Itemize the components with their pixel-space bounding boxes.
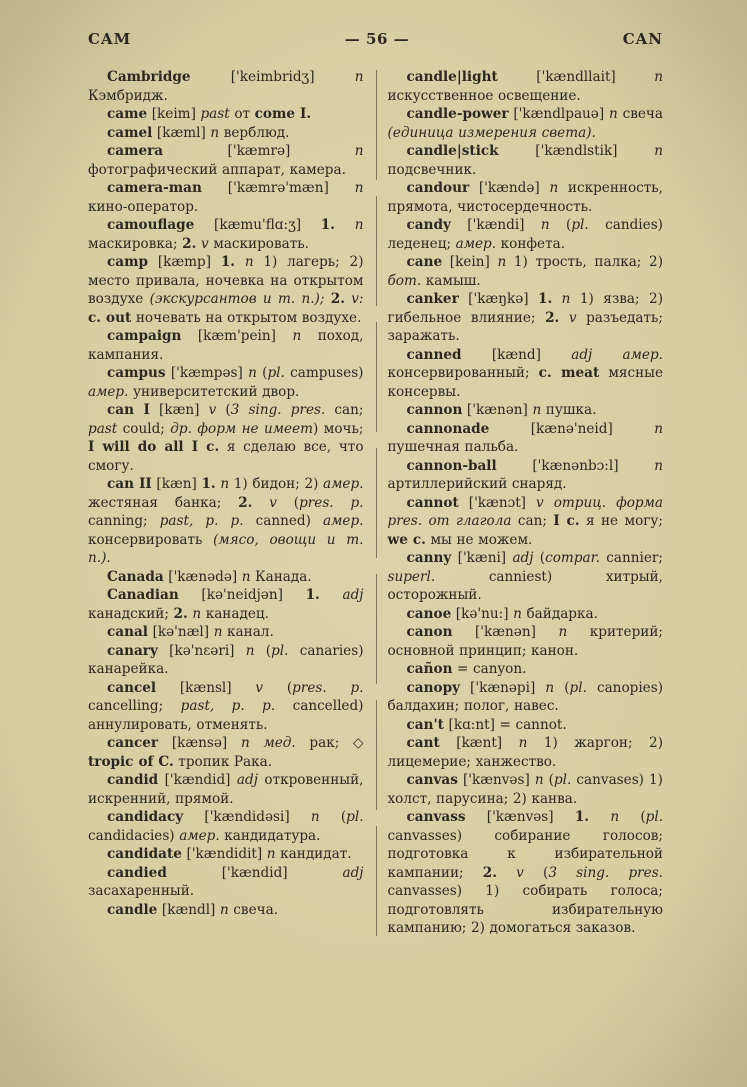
entry-candidacy: candidacy ['kændidəsi] n (pl. candidacies) амер. кандидатура. bbox=[88, 809, 364, 844]
entry-canopy: canopy ['kænəpi] n (pl. canopies) балдахин; полог, навес. bbox=[387, 679, 663, 714]
entry-cane: cane [kein] n 1) трость, палка; 2) бот. камыш. bbox=[387, 254, 663, 289]
entry-campus: campus ['kæmpəs] n (pl. campuses) амер. университетский двор. bbox=[88, 365, 364, 400]
entry-camp: camp [kæmp] 1. n 1) лагерь; 2) место привала, ночевка на открытом воздухе (экскурсантов и т. п.); 2. v: c. out ночевать на открытом воздухе. bbox=[88, 254, 364, 326]
entry-candied: candied ['kændid] adj засахаренный. bbox=[88, 864, 364, 899]
guide-word-left: CAM bbox=[88, 30, 132, 48]
entry-camera: camera ['kæmrə] n фотографический аппарат, камера. bbox=[88, 143, 364, 178]
entry-can-1: can I [kæn] v (3 sing. pres. can; past could; др. форм не имеет) мочь; I will do all I c. я сделаю все, что смогу. bbox=[88, 402, 364, 474]
entry-canned: canned [kænd] adj амер. консервированный; c. meat мясные консервы. bbox=[387, 346, 664, 400]
entry-cancel: cancel [kænsl] v (pres. p. cancelling; past, p. p. cancelled) аннулировать, отменять. bbox=[88, 679, 364, 733]
entry-canny: canny ['kæni] adj (compar. cannier; superl. canniest) хитрый, осторожный. bbox=[387, 550, 663, 603]
page-number: — 56 — bbox=[344, 30, 410, 48]
entry-canada: Canada ['kænədə] n Канада. bbox=[107, 568, 312, 585]
entry-cant: cant [kænt] n 1) жаргон; 2) лицемерие; ханжество. bbox=[387, 735, 663, 770]
diamond-icon: ◇ bbox=[353, 735, 364, 751]
entry-candid: candid ['kændid] adj откровенный, искренний, прямой. bbox=[88, 772, 364, 807]
entry-came: came [keim] past от come I. bbox=[107, 106, 312, 122]
entry-canadian: Canadian [kə'neidjən] 1. adj канадский; 2. n канадец. bbox=[88, 587, 364, 622]
entry-can-2: can II [kæn] 1. n 1) бидон; 2) амер. жестяная банка; 2. v (pres. p. canning; past, p. p. canned) амер. консервировать (мясо, овощи и т. п.). bbox=[88, 476, 364, 566]
entry-cant-apostrophe: can't [kɑ:nt] = cannot. bbox=[406, 716, 567, 733]
entry-cannon-ball: cannon-ball ['kænənbɔ:l] n артиллерийский снаряд. bbox=[387, 457, 663, 492]
entry-canvass: canvass ['kænvəs] 1. n (pl. canvasses) собирание голосов; подготовка к избирательной кампании; 2. v (3 sing. pres. canvasses) 1) собирать голоса; подготовлять избирательную кампанию; 2) домогаться заказов. bbox=[387, 809, 664, 936]
entry-candlestick: candle|stick ['kændlstik] n подсвечник. bbox=[387, 143, 663, 178]
entry-candidate: candidate ['kændidit] n кандидат. bbox=[107, 846, 352, 862]
entry-camera-man: camera-man ['kæmrə'mæn] n кино-оператор. bbox=[88, 180, 364, 215]
entry-cannonade: cannonade [kænə'neid] n пушечная пальба. bbox=[387, 420, 663, 455]
entry-cancer: cancer [kænsə] n мед. рак; ◇ tropic of C. тропик Рака. bbox=[88, 735, 364, 770]
entry-camouflage: camouflage [kæmu'flɑ:ʒ] 1. n маскировка; 2. v маскировать. bbox=[88, 217, 364, 252]
entry-campaign: campaign [kæm'pein] n поход, кампания. bbox=[88, 328, 364, 363]
entry-canon-2: cañon = canyon. bbox=[406, 661, 527, 677]
entry-candlelight: candle|light ['kændllait] n искусственное освещение. bbox=[387, 69, 663, 104]
column-divider bbox=[376, 70, 377, 938]
entry-candle: candle [kændl] n свеча. bbox=[107, 901, 279, 918]
entry-camel: camel [kæml] n верблюд. bbox=[107, 124, 290, 141]
entry-cambridge: Cambridge ['keimbridʒ] n Кэмбридж. bbox=[88, 69, 364, 104]
entry-candour: candour ['kændə] n искренность, прямота, чистосердечность. bbox=[387, 180, 664, 215]
entry-canoe: canoe [kə'nu:] n байдарка. bbox=[406, 605, 598, 622]
entry-canvas: canvas ['kænvəs] n (pl. canvases) 1) холст, парусина; 2) канва. bbox=[387, 772, 663, 807]
entry-canker: canker ['kæŋkə] 1. n 1) язва; 2) гибельное влияние; 2. v разъедать; заражать. bbox=[387, 291, 663, 344]
entry-cannot: cannot ['kænɔt] v отриц. форма pres. от глагола can; I c. я не могу; we c. мы не можем. bbox=[387, 494, 663, 548]
entry-candy: candy ['kændi] n (pl. candies) леденец; амер. конфета. bbox=[387, 217, 663, 252]
column-right bbox=[388, 68, 664, 938]
text-columns bbox=[88, 68, 663, 938]
entry-cannon: cannon ['kænən] n пушка. bbox=[406, 402, 597, 418]
column-left bbox=[88, 68, 364, 938]
page-header bbox=[88, 30, 663, 48]
entry-canary: canary [kə'nɛəri] n (pl. canaries) канарейка. bbox=[88, 642, 364, 677]
guide-word-right: CAN bbox=[622, 30, 663, 48]
entry-candle-power: candle-power ['kændlpauə] n свеча (единица измерения света). bbox=[387, 106, 663, 141]
entry-canal: canal [kə'næl] n канал. bbox=[107, 624, 274, 640]
entry-canon: canon ['kænən] n критерий; основной принцип; канон. bbox=[387, 624, 663, 659]
